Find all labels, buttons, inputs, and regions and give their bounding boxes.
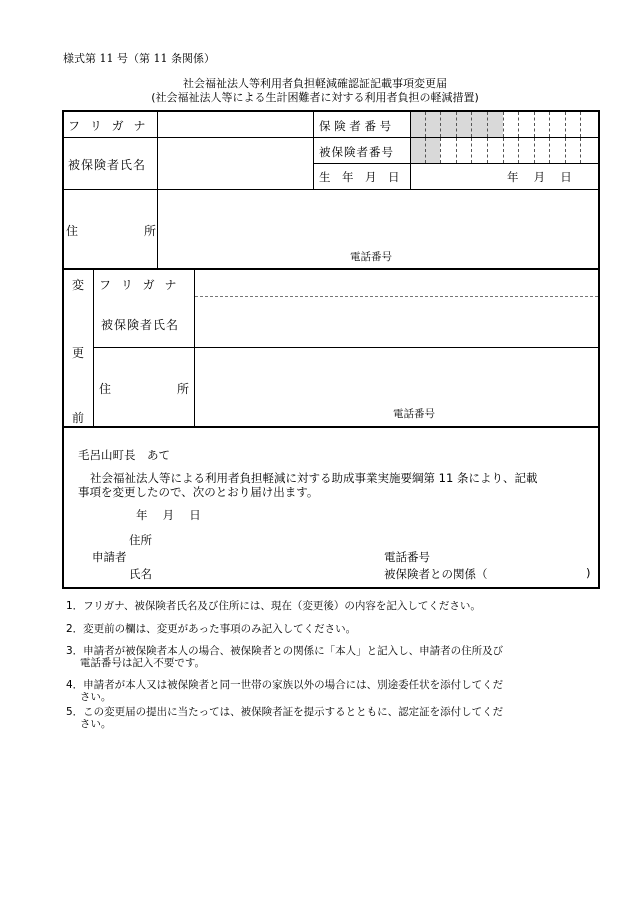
- before-name-input[interactable]: [195, 297, 598, 347]
- insured-number-label: 被保険者番号: [319, 145, 394, 159]
- address-label-left: 住: [66, 224, 79, 238]
- address-input[interactable]: [158, 190, 598, 268]
- note-1: 1．フリガナ、被保険者氏名及び住所には、現在（変更後）の内容を記入してください。: [66, 600, 481, 612]
- insured-name-label: 被保険者氏名: [68, 158, 147, 172]
- addressee: 毛呂山町長 あて: [78, 448, 170, 462]
- before-address-label-left: 住: [99, 382, 112, 396]
- address-label-right: 所: [144, 224, 157, 238]
- relation-input[interactable]: [496, 564, 584, 580]
- before-name-label: 被保険者氏名: [101, 318, 180, 332]
- applicant-name-label: 氏名: [129, 567, 152, 581]
- applicant-phone-label: 電話番号: [384, 550, 430, 564]
- birth-date-label: 生 年 月 日: [319, 170, 400, 184]
- before-phone-label: 電話番号: [393, 408, 435, 420]
- note-5: 5．この変更届の提出に当たっては、被保険者証を提示するとともに、認定証を添付してくだ: [66, 706, 504, 718]
- before-furigana-label: フ リ ガ ナ: [99, 278, 180, 292]
- note-2: 2．変更前の欄は、変更があった事項のみ記入してください。: [66, 623, 357, 635]
- form-subtitle: (社会福祉法人等による生計困難者に対する利用者負担の軽減措置): [151, 91, 479, 104]
- applicant-label: 申請者: [92, 550, 127, 564]
- before-furigana-input[interactable]: [195, 271, 598, 296]
- insurer-number-label: 保 険 者 番 号: [319, 119, 392, 133]
- note-4: 4．申請者が本人又は被保険者と同一世帯の家族以外の場合には、別途委任状を添付してくだ: [66, 679, 504, 691]
- note-3-cont: 電話番号は記入不要です。: [66, 657, 205, 669]
- birth-date-value: 年 月 日: [507, 170, 572, 184]
- insured-name-input[interactable]: [158, 138, 313, 189]
- declaration-line-1: 社会福祉法人等による利用者負担軽減に対する助成事業実施要綱第 11 条により、記載: [90, 471, 538, 485]
- before-change-side-2: 更: [72, 346, 85, 360]
- phone-label: 電話番号: [350, 251, 392, 263]
- declaration-date: 年 月 日: [136, 508, 201, 522]
- relation-label: 被保険者との関係（: [384, 567, 488, 581]
- before-address-input[interactable]: [195, 348, 598, 426]
- applicant-address-label: 住所: [129, 533, 152, 547]
- before-address-label-right: 所: [177, 382, 190, 396]
- furigana-input[interactable]: [158, 112, 313, 137]
- form-number: 様式第 11 号（第 11 条関係）: [63, 52, 215, 65]
- relation-close: ): [586, 566, 591, 580]
- note-5-cont: さい。: [66, 718, 112, 730]
- furigana-label: フ リ ガ ナ: [68, 119, 149, 133]
- note-3: 3．申請者が被保険者本人の場合、被保険者との関係に「本人」と記入し、申請者の住所及び: [66, 645, 504, 657]
- before-change-side-1: 変: [72, 278, 85, 292]
- form-title: 社会福祉法人等利用者負担軽減確認証記載事項変更届: [183, 77, 447, 90]
- note-4-cont: さい。: [66, 691, 112, 703]
- declaration-line-2: 事項を変更したので、次のとおり届け出ます。: [78, 485, 319, 499]
- before-change-side-3: 前: [72, 411, 85, 425]
